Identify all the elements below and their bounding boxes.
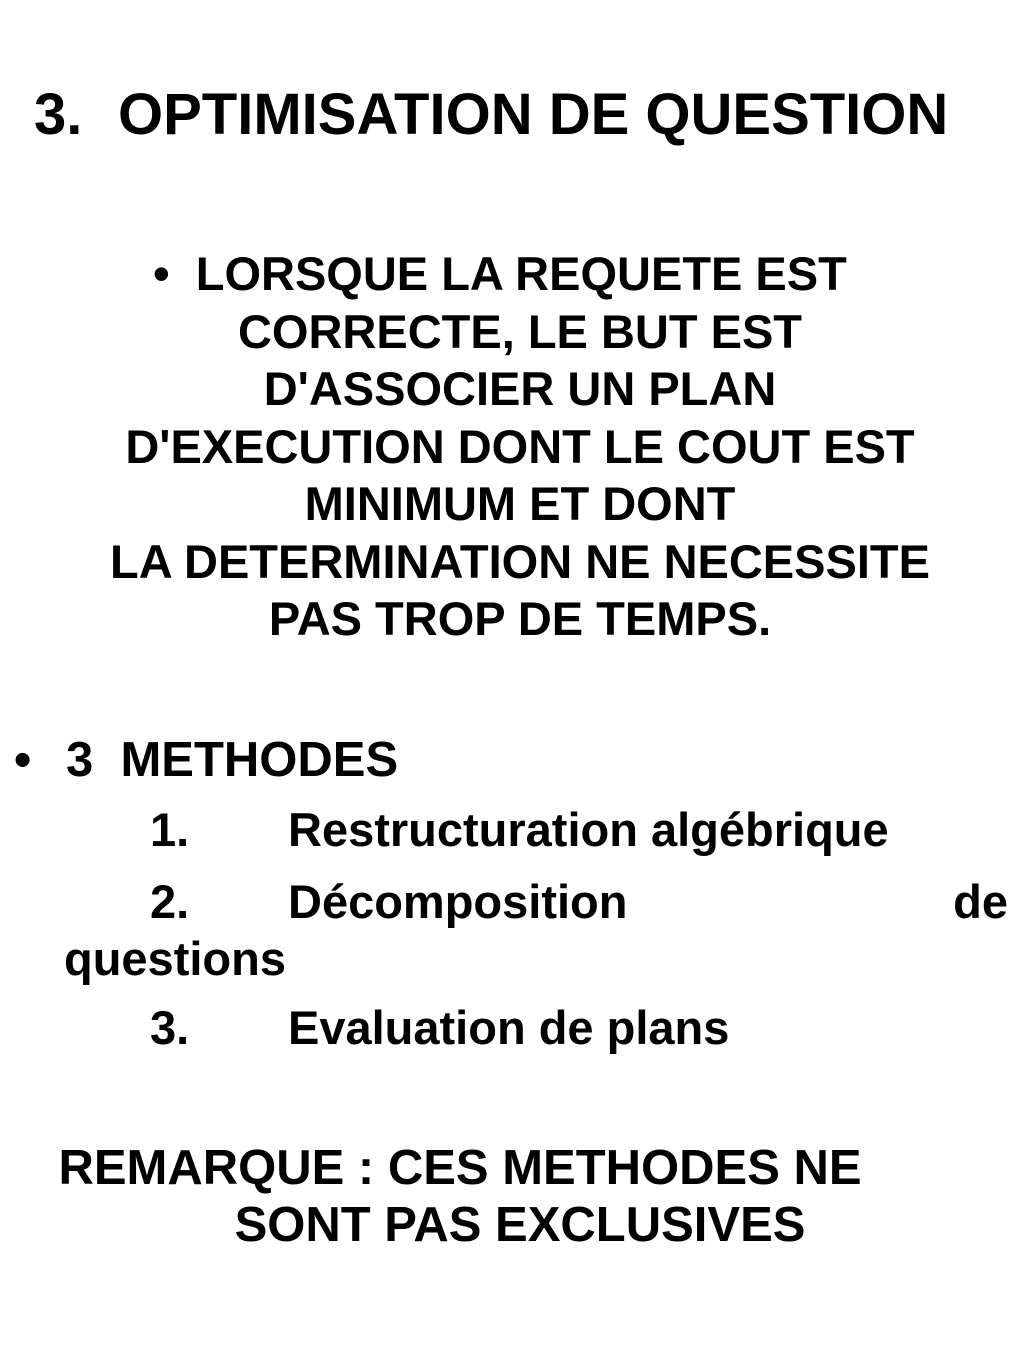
method-item-3-text: Evaluation de plans xyxy=(288,1001,730,1054)
bullet-2-symbol: • xyxy=(14,733,32,787)
title-text: OPTIMISATION DE QUESTION xyxy=(118,82,949,147)
method-item-3 xyxy=(0,998,1024,1058)
method-item-1-text: Restructuration algébrique xyxy=(288,803,889,856)
bullet-1-line-5: MINIMUM ET DONT xyxy=(304,477,736,530)
method-item-1 xyxy=(0,800,1024,860)
methods-heading-text: 3 METHODES xyxy=(66,733,399,787)
bullet-1-line-3: D'ASSOCIER UN PLAN xyxy=(263,362,777,415)
title-number: 3. xyxy=(34,82,83,147)
method-item-2 xyxy=(0,872,1024,932)
bullet-1-line-1: • LORSQUE LA REQUETE EST xyxy=(153,247,847,300)
bullet-1-line-4: D'EXECUTION DONT LE COUT EST xyxy=(125,419,915,473)
method-item-2-number: 2. xyxy=(150,875,190,928)
method-item-2-text-right: de xyxy=(953,875,1008,928)
remark-line-1: REMARQUE : CES METHODES NE xyxy=(58,1141,862,1195)
method-item-2-text: Décomposition xyxy=(288,875,628,928)
bullet-1-symbol: • xyxy=(153,247,170,300)
slide-title xyxy=(34,80,1014,150)
method-item-1-number: 1. xyxy=(150,803,190,856)
remark xyxy=(20,1140,1020,1254)
bullet-2-heading xyxy=(14,730,398,790)
bullet-1-line-6: LA DETERMINATION NE NECESSITE xyxy=(110,534,930,588)
bullet-1 xyxy=(20,245,1020,648)
bullet-1-line-2: CORRECTE, LE BUT EST xyxy=(237,304,803,358)
bullet-1-line-7: PAS TROP DE TEMPS. xyxy=(268,592,772,645)
method-item-3-number: 3. xyxy=(150,1001,190,1054)
method-item-2-continuation: questions xyxy=(64,932,286,985)
remark-line-2: SONT PAS EXCLUSIVES xyxy=(234,1198,806,1252)
